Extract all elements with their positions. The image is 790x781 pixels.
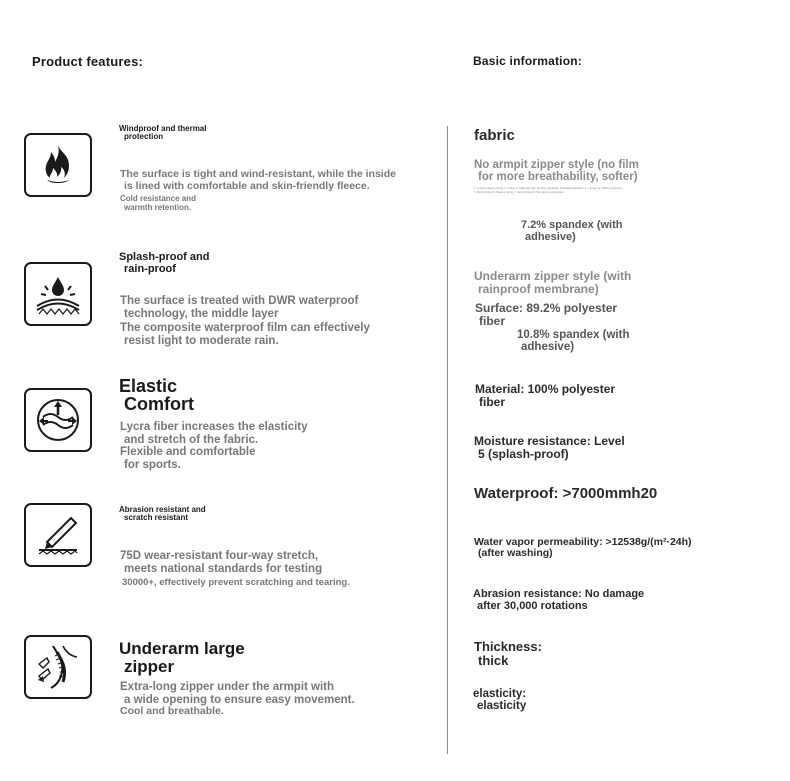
feature-1-desc2 xyxy=(120,195,196,213)
feature-2-desc2-line2: resist light to moderate rain. xyxy=(124,334,279,347)
waterproof-rating: Waterproof: >7000mmh20 xyxy=(474,485,658,502)
feature-3-desc-line1: Lycra fiber increases the elasticity xyxy=(120,421,308,433)
feature-1-desc-line1: The surface is tight and wind-resistant, while the inside xyxy=(120,168,396,180)
material-line1: Material: 100% polyester xyxy=(475,382,616,396)
feature-1-title-line2: protection xyxy=(124,132,164,142)
elasticity xyxy=(473,688,526,712)
feature-2-desc2 xyxy=(120,322,370,347)
feature-5-title xyxy=(119,640,245,676)
feature-1-desc-line2: is lined with comfortable and skin-friendly fleece. xyxy=(124,179,370,192)
feature-4-desc xyxy=(120,550,322,575)
feature-4-desc2-line1: 30000+, effectively prevent scratching and tearing. xyxy=(122,577,350,588)
vapor-line2: (after washing) xyxy=(478,547,553,560)
feature-4-title-line1: Abrasion resistant and xyxy=(119,505,206,514)
feature-3-title-line1: Elastic xyxy=(119,376,178,396)
spandex-2 xyxy=(517,329,629,353)
feature-3-desc2 xyxy=(120,446,255,471)
underarm-zipper-style xyxy=(474,270,631,295)
feature-1-title xyxy=(119,125,206,142)
abrasion-line2: after 30,000 rotations xyxy=(477,599,588,612)
rain-drop-icon xyxy=(24,262,92,326)
basic-information-heading: Basic information: xyxy=(473,54,582,68)
feature-4-desc-line1: 75D wear-resistant four-way stretch, xyxy=(120,550,319,562)
underarm-style-line2: rainproof membrane) xyxy=(478,281,599,296)
fabric-label: fabric xyxy=(474,127,515,144)
surface-line1: Surface: 89.2% polyester xyxy=(475,301,618,315)
product-features-heading: Product features: xyxy=(32,54,144,69)
abrasion-line1: Abrasion resistance: No damage xyxy=(473,588,645,600)
feature-1-desc2-line2: warmth retention. xyxy=(124,202,192,212)
feature-5-desc2-line1: Cool and breathable. xyxy=(120,705,224,717)
elasticity-label: elasticity: xyxy=(473,688,527,700)
feature-5-desc2 xyxy=(120,706,224,718)
elasticity-value: elasticity xyxy=(477,700,527,713)
spandex-1 xyxy=(521,220,622,243)
material-line2: fiber xyxy=(479,394,506,409)
underarm-style-line1: Underarm zipper style (with xyxy=(474,269,632,283)
feature-3-desc xyxy=(120,421,308,446)
feature-5-title-line1: Underarm large xyxy=(119,639,245,658)
no-armpit-line1: No armpit zipper style (no film xyxy=(474,159,639,171)
feature-2-title-line1: Splash-proof and xyxy=(119,251,210,263)
feature-2-title xyxy=(119,252,209,275)
feature-3-desc2-line2: for sports. xyxy=(124,458,181,471)
feature-1-title-line1: Windproof and thermal xyxy=(119,124,207,133)
underarm-zipper-icon xyxy=(24,635,92,699)
feature-4-desc2 xyxy=(122,578,350,588)
thickness-label: Thickness: xyxy=(474,639,542,654)
feature-3-title-line2: Comfort xyxy=(124,394,194,414)
spandex-2-line1: 10.8% spandex (with xyxy=(517,329,630,341)
spandex-1-line2: adhesive) xyxy=(525,230,576,243)
vapor-line1: Water vapor permeability: >12538g/(m²·24h) xyxy=(474,536,692,548)
moisture-line2: 5 (splash-proof) xyxy=(478,446,569,461)
stretch-arrows-icon xyxy=(24,388,92,452)
moisture-line1: Moisture resistance: Level xyxy=(474,434,625,448)
fine-print: 1. Interior fleece lining 2. Outer 3. Material with 92.8% polyester, including elastane 4. Lining for 100% polyester 5. Body lining 6. Sleeve lining 7. Hood lining 8. Bonded construction xyxy=(474,186,622,194)
water-vapor-permeability xyxy=(474,537,692,559)
material-composition xyxy=(475,383,615,408)
feature-1-desc xyxy=(120,169,396,192)
abrasion-resistance xyxy=(473,589,644,612)
feature-2-title-line2: rain-proof xyxy=(124,262,176,275)
no-armpit-zipper-style xyxy=(474,159,639,183)
feature-2-desc2-line1: The composite waterproof film can effectively xyxy=(120,322,370,334)
feature-4-title xyxy=(119,506,206,523)
surface-composition xyxy=(475,302,617,327)
feature-5-desc-line2: a wide opening to ensure easy movement. xyxy=(124,693,355,706)
feature-3-title xyxy=(119,377,194,413)
thickness xyxy=(474,640,542,667)
feature-5-title-line2: zipper xyxy=(124,656,175,676)
blade-scratch-icon xyxy=(24,503,92,567)
feature-2-desc-line1: The surface is treated with DWR waterproof xyxy=(120,295,359,307)
feature-1-desc2-line1: Cold resistance and xyxy=(120,194,197,203)
moisture-resistance xyxy=(474,435,625,460)
feature-5-desc-line1: Extra-long zipper under the armpit with xyxy=(120,681,335,693)
column-divider xyxy=(447,126,448,754)
spandex-2-line2: adhesive) xyxy=(521,341,575,354)
feature-2-desc-line2: technology, the middle layer xyxy=(124,307,279,320)
surface-line2: fiber xyxy=(479,313,506,328)
feature-4-desc-line2: meets national standards for testing xyxy=(124,562,323,575)
spandex-1-line1: 7.2% spandex (with xyxy=(521,219,623,231)
feature-3-desc-line2: and stretch of the fabric. xyxy=(124,433,259,446)
feature-4-title-line2: scratch resistant xyxy=(124,513,189,523)
feature-3-desc2-line1: Flexible and comfortable xyxy=(120,446,256,458)
no-armpit-line2: for more breathability, softer) xyxy=(478,171,638,184)
thickness-value: thick xyxy=(478,652,509,668)
feature-2-desc xyxy=(120,295,358,320)
flame-icon xyxy=(24,133,92,197)
feature-5-desc xyxy=(120,681,355,706)
